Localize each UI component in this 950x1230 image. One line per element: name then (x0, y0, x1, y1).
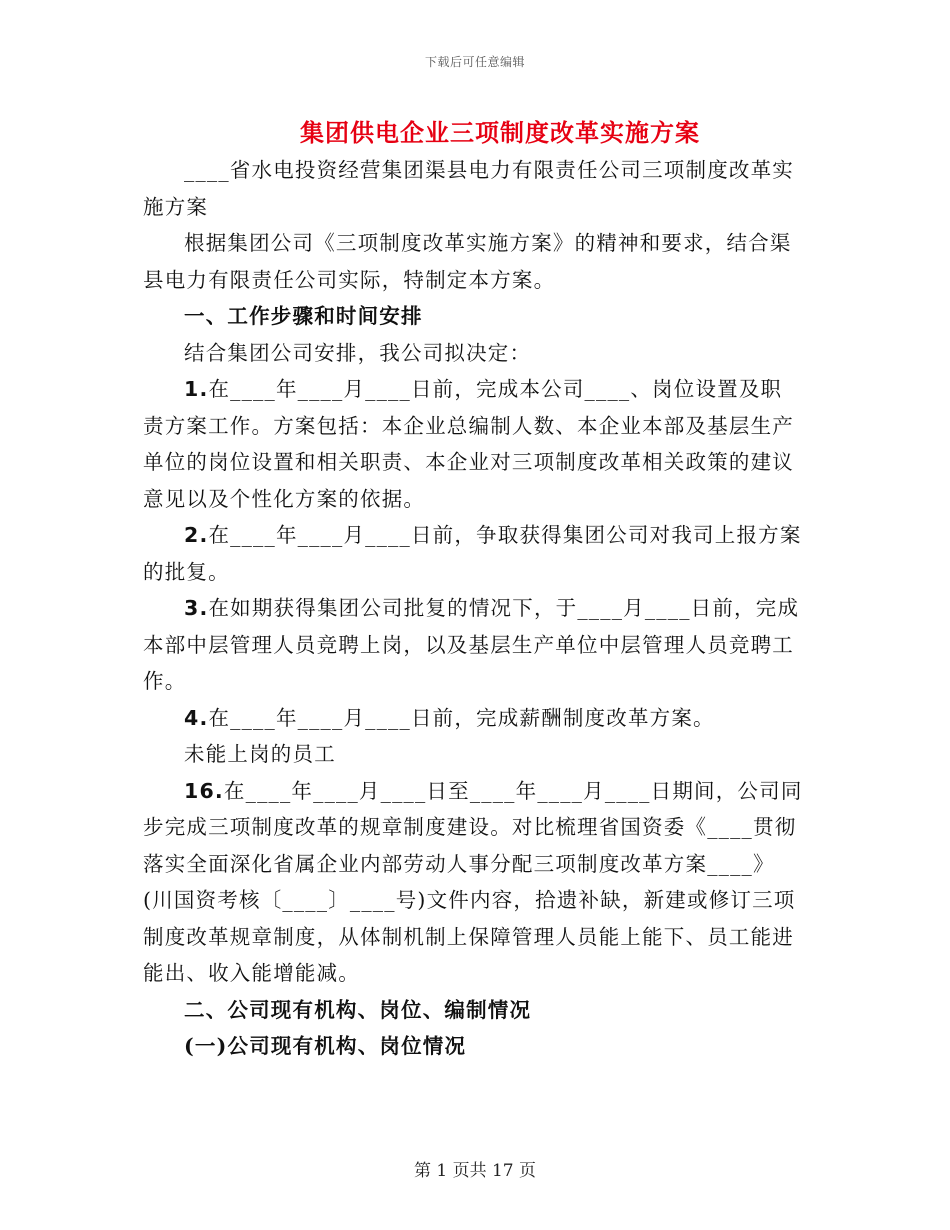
list-item-2 (143, 517, 803, 590)
list-item-2-text: 在____年____月____日前，争取获得集团公司对我司上报方案的批复。 (143, 523, 802, 584)
page-number-footer: 第 1 页共 17 页 (413, 1161, 537, 1181)
list-item-3 (143, 590, 803, 700)
paragraph-unassigned-staff: 未能上岗的员工 (184, 742, 336, 766)
list-item-4 (143, 700, 803, 737)
item-number-4: 4. (184, 705, 209, 730)
section-heading-1: 一、工作步骤和时间安排 (184, 304, 423, 328)
list-item-16 (143, 773, 803, 992)
document-title: 集团供电企业三项制度改革实施方案 (300, 118, 700, 147)
list-item-4-text: 在____年____月____日前，完成薪酬制度改革方案。 (208, 705, 715, 730)
list-item-1 (143, 371, 803, 517)
item-number-3: 3. (184, 596, 209, 620)
subsection-heading-1: (一)公司现有机构、岗位情况 (184, 1034, 467, 1058)
item-number-2: 2. (184, 523, 209, 547)
list-item-3-text: 在如期获得集团公司批复的情况下，于____月____日前，完成本部中层管理人员竞聘上岗，以及基层生产单位中层管理人员竞聘工作。 (143, 596, 800, 693)
document-body (143, 152, 803, 1065)
section-heading-2: 二、公司现有机构、岗位、编制情况 (184, 997, 532, 1022)
header-note: 下载后可任意编辑 (424, 55, 525, 69)
list-item-1-text: 在____年____月____日前，完成本公司____、岗位设置及职责方案工作。方案包括：本企业总编制人数、本企业本部及基层生产单位的岗位设置和相关职责、本企业对三项制度改革相关政策的建议意见以及个性化方案的依据。 (143, 377, 794, 511)
paragraph-arrangement: 结合集团公司安排，我公司拟决定： (184, 340, 532, 365)
item-number-1: 1. (184, 377, 209, 401)
paragraph-intro: 根据集团公司《三项制度改革实施方案》的精神和要求，结合渠县电力有限责任公司实际，特制定本方案。 (143, 231, 792, 292)
paragraph-company-plan: ____省水电投资经营集团渠县电力有限责任公司三项制度改革实施方案 (143, 158, 794, 219)
list-item-16-text: 在____年____月____日至____年____月____日期间，公司同步完成三项制度改革的规章制度建设。对比梳理省国资委《____贯彻落实全面深化省属企业内部劳动人事分配三项制度改革方案____》(川国资考核〔____〕____号)文件内容，拾遗补缺，新建或修订三项制度改革规章制度，从体制机制上保障管理人员能上能下、员工能进能出、收入能增能减。 (143, 778, 803, 985)
item-number-16: 16. (184, 778, 224, 803)
